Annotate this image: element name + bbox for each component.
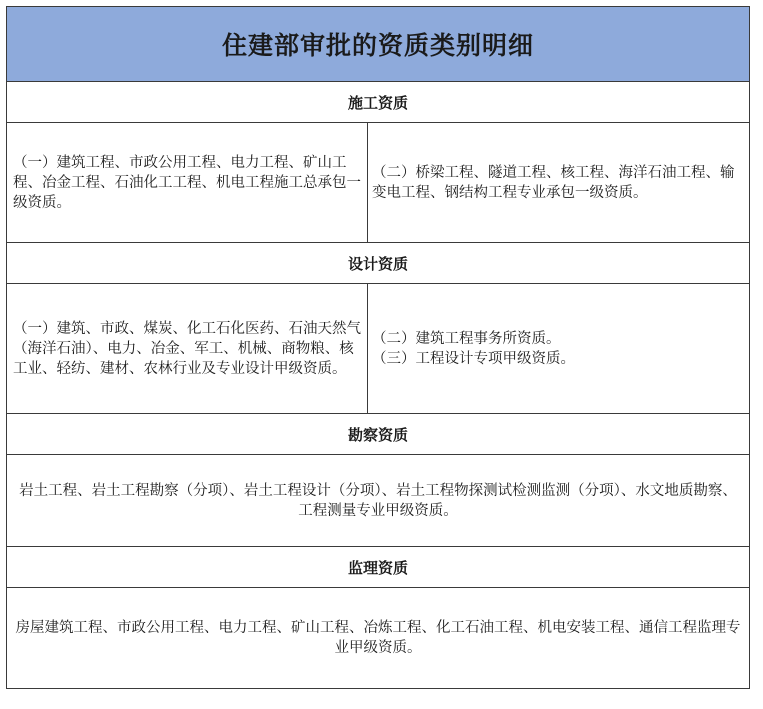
- design-right-line-2: （三）工程设计专项甲级资质。: [372, 350, 575, 367]
- design-right-cell: [368, 284, 749, 413]
- qualification-table: [6, 6, 750, 689]
- design-left-text: （一）建筑、市政、煤炭、化工石化医药、石油天然气（海洋石油）、电力、冶金、军工、机械、商物粮、核工业、轻纺、建材、农林行业及专业设计甲级资质。: [13, 320, 361, 377]
- supervision-row: [7, 587, 749, 688]
- section-heading-design: 设计资质: [7, 242, 749, 283]
- design-row: [7, 283, 749, 413]
- section-heading-survey: 勘察资质: [7, 413, 749, 454]
- construction-right-cell: [368, 123, 749, 242]
- design-left-cell: [7, 284, 368, 413]
- construction-left-text: （一）建筑工程、市政公用工程、电力工程、矿山工程、冶金工程、石油化工工程、机电工程施工总承包一级资质。: [13, 154, 361, 211]
- supervision-text: 房屋建筑工程、市政公用工程、电力工程、矿山工程、冶炼工程、化工石油工程、机电安装工程、通信工程监理专业甲级资质。: [15, 620, 741, 656]
- survey-row: [7, 454, 749, 546]
- construction-right-text: （二）桥梁工程、隧道工程、核工程、海洋石油工程、输变电工程、钢结构工程专业承包一级资质。: [372, 164, 735, 201]
- construction-row: [7, 122, 749, 242]
- construction-left-cell: [7, 123, 368, 242]
- table-title: 住建部审批的资质类别明细: [7, 7, 749, 81]
- survey-text: 岩土工程、岩土工程勘察（分项）、岩土工程设计（分项）、岩土工程物探测试检测监测（分项）、水文地质勘察、工程测量专业甲级资质。: [19, 482, 737, 519]
- design-right-line-1: （二）建筑工程事务所资质。: [372, 330, 561, 347]
- section-heading-supervision: 监理资质: [7, 546, 749, 587]
- section-heading-construction: 施工资质: [7, 81, 749, 122]
